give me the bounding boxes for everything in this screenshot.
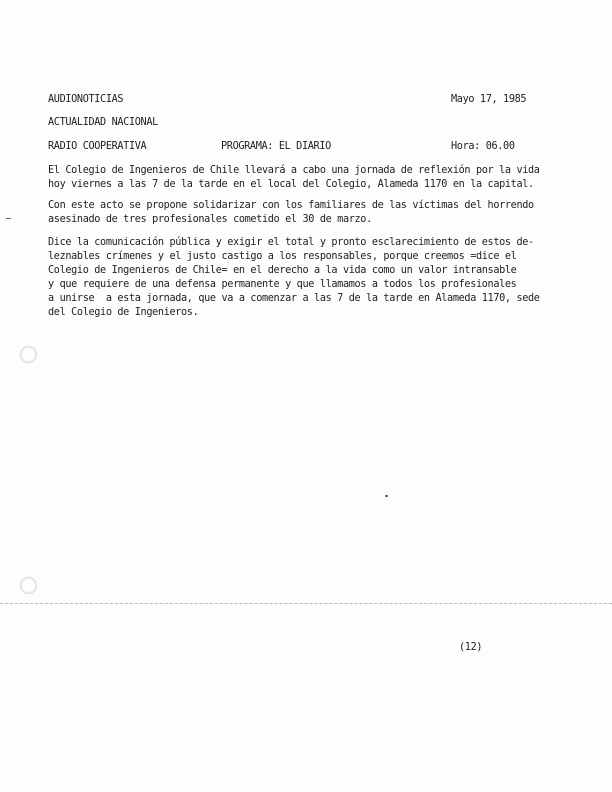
paragraph-line: y que requiere de una defensa permanente y que llamamos a todos los profesionales [48,279,517,290]
paragraph-line: El Colegio de Ingenieros de Chile llevará a cabo una jornada de reflexión por la vida [48,165,540,176]
paragraph-1 [48,164,578,192]
section-label: ACTUALIDAD NACIONAL [48,117,158,128]
paragraph-line: Con este acto se propone solidarizar con los familiares de las víctimas del horrendo [48,200,534,211]
paragraph-line: del Colegio de Ingenieros. [48,307,199,318]
paragraph-line: asesinado de tres profesionales cometido el 30 de marzo. [48,214,372,225]
broadcast-time: Hora: 06.00 [451,141,515,152]
paragraph-3 [48,236,578,320]
paragraph-line: Colegio de Ingenieros de Chile= en el derecho a la vida como un valor intransable [48,265,517,276]
paragraph-line: hoy viernes a las 7 de la tarde en el local del Colegio, Alameda 1170 en la capital. [48,179,534,190]
binder-hole-top [20,346,37,363]
program-label: PROGRAMA: EL DIARIO [221,141,331,152]
page-number: (12) [459,642,483,653]
paragraph-2 [48,199,578,227]
source-label: AUDIONOTICIAS [48,94,124,105]
binder-hole-bottom [20,577,37,594]
margin-mark [6,218,11,219]
page-fold-line [0,603,612,604]
paragraph-line: a unirse a esta jornada, que va a comenzar a las 7 de la tarde en Alameda 1170, sede [48,293,540,304]
paragraph-line: leznables crímenes y el justo castigo a los responsables, porque creemos =dice el [48,251,517,262]
paragraph-line: Dice la comunicación pública y exigir el total y pronto esclarecimiento de estos de- [48,237,534,248]
station-label: RADIO COOPERATIVA [48,141,147,152]
document-date: Mayo 17, 1985 [451,94,527,105]
ink-speck [385,495,388,497]
